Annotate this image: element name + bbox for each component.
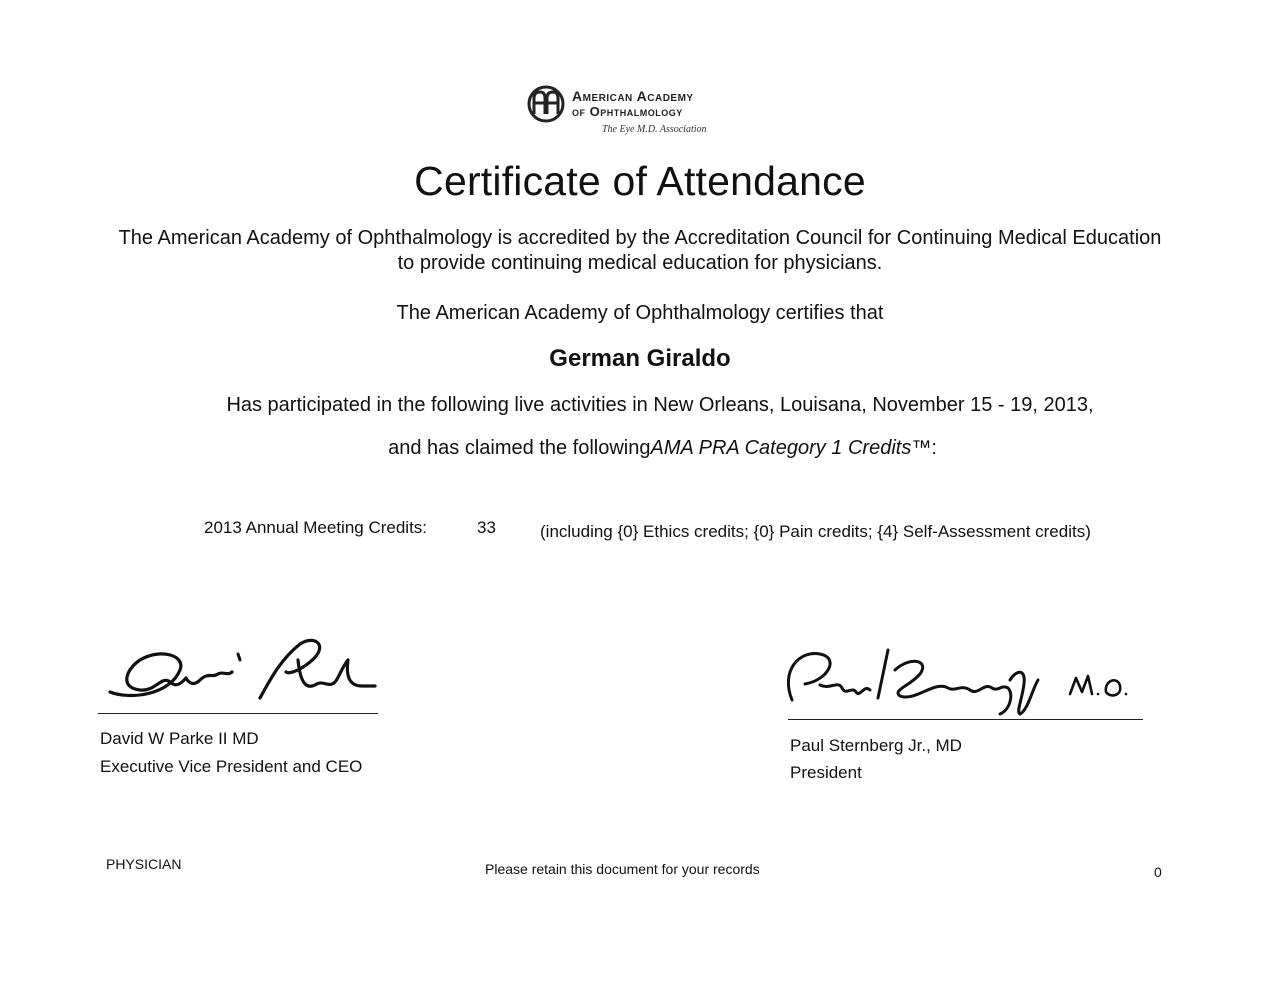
claimed-statement xyxy=(0,437,1280,460)
claimed-suffix: : xyxy=(931,437,937,459)
recipient-name: German Giraldo xyxy=(549,345,731,372)
claimed-prefix: and has claimed the following xyxy=(388,437,651,459)
organization-logo xyxy=(526,82,756,142)
logo-tagline: The Eye M.D. Association xyxy=(602,124,707,135)
certificate-title: Certificate of Attendance xyxy=(414,158,866,204)
accreditation-statement: The American Academy of Ophthalmology is accredited by the Accreditation Council for Continuing Medical Education to provide continuing medical education for physicians. xyxy=(118,227,1162,274)
signer-name-left: David W Parke II MD xyxy=(100,729,259,748)
signature-left xyxy=(100,630,385,710)
aao-logo-icon xyxy=(526,84,566,124)
signer-title-left: Executive Vice President and CEO xyxy=(100,757,363,776)
certifies-statement: The American Academy of Ophthalmology certifies that xyxy=(396,302,884,324)
footer-code: 0 xyxy=(1154,864,1162,880)
signer-name-right: Paul Sternberg Jr., MD xyxy=(790,736,962,755)
footer-retain-note: Please retain this document for your records xyxy=(485,861,760,877)
signature-right xyxy=(780,640,1140,720)
participation-statement: Has participated in the following live activities in New Orleans, Louisana, November 15 - 19, 2013, xyxy=(226,394,1094,416)
credits-label: 2013 Annual Meeting Credits: xyxy=(204,518,428,537)
signature-line-left xyxy=(98,713,378,714)
signature-line-right xyxy=(788,719,1143,720)
footer-audience: PHYSICIAN xyxy=(106,856,182,872)
ama-credit-name: AMA PRA Category 1 Credits™ xyxy=(650,437,932,459)
credits-value: 33 xyxy=(477,518,496,537)
logo-line-1: American Academy xyxy=(572,88,694,104)
signer-title-right: President xyxy=(790,763,862,782)
credits-detail: (including {0} Ethics credits; {0} Pain credits; {4} Self-Assessment credits) xyxy=(540,522,1091,541)
logo-line-2: of Ophthalmology xyxy=(572,104,683,119)
